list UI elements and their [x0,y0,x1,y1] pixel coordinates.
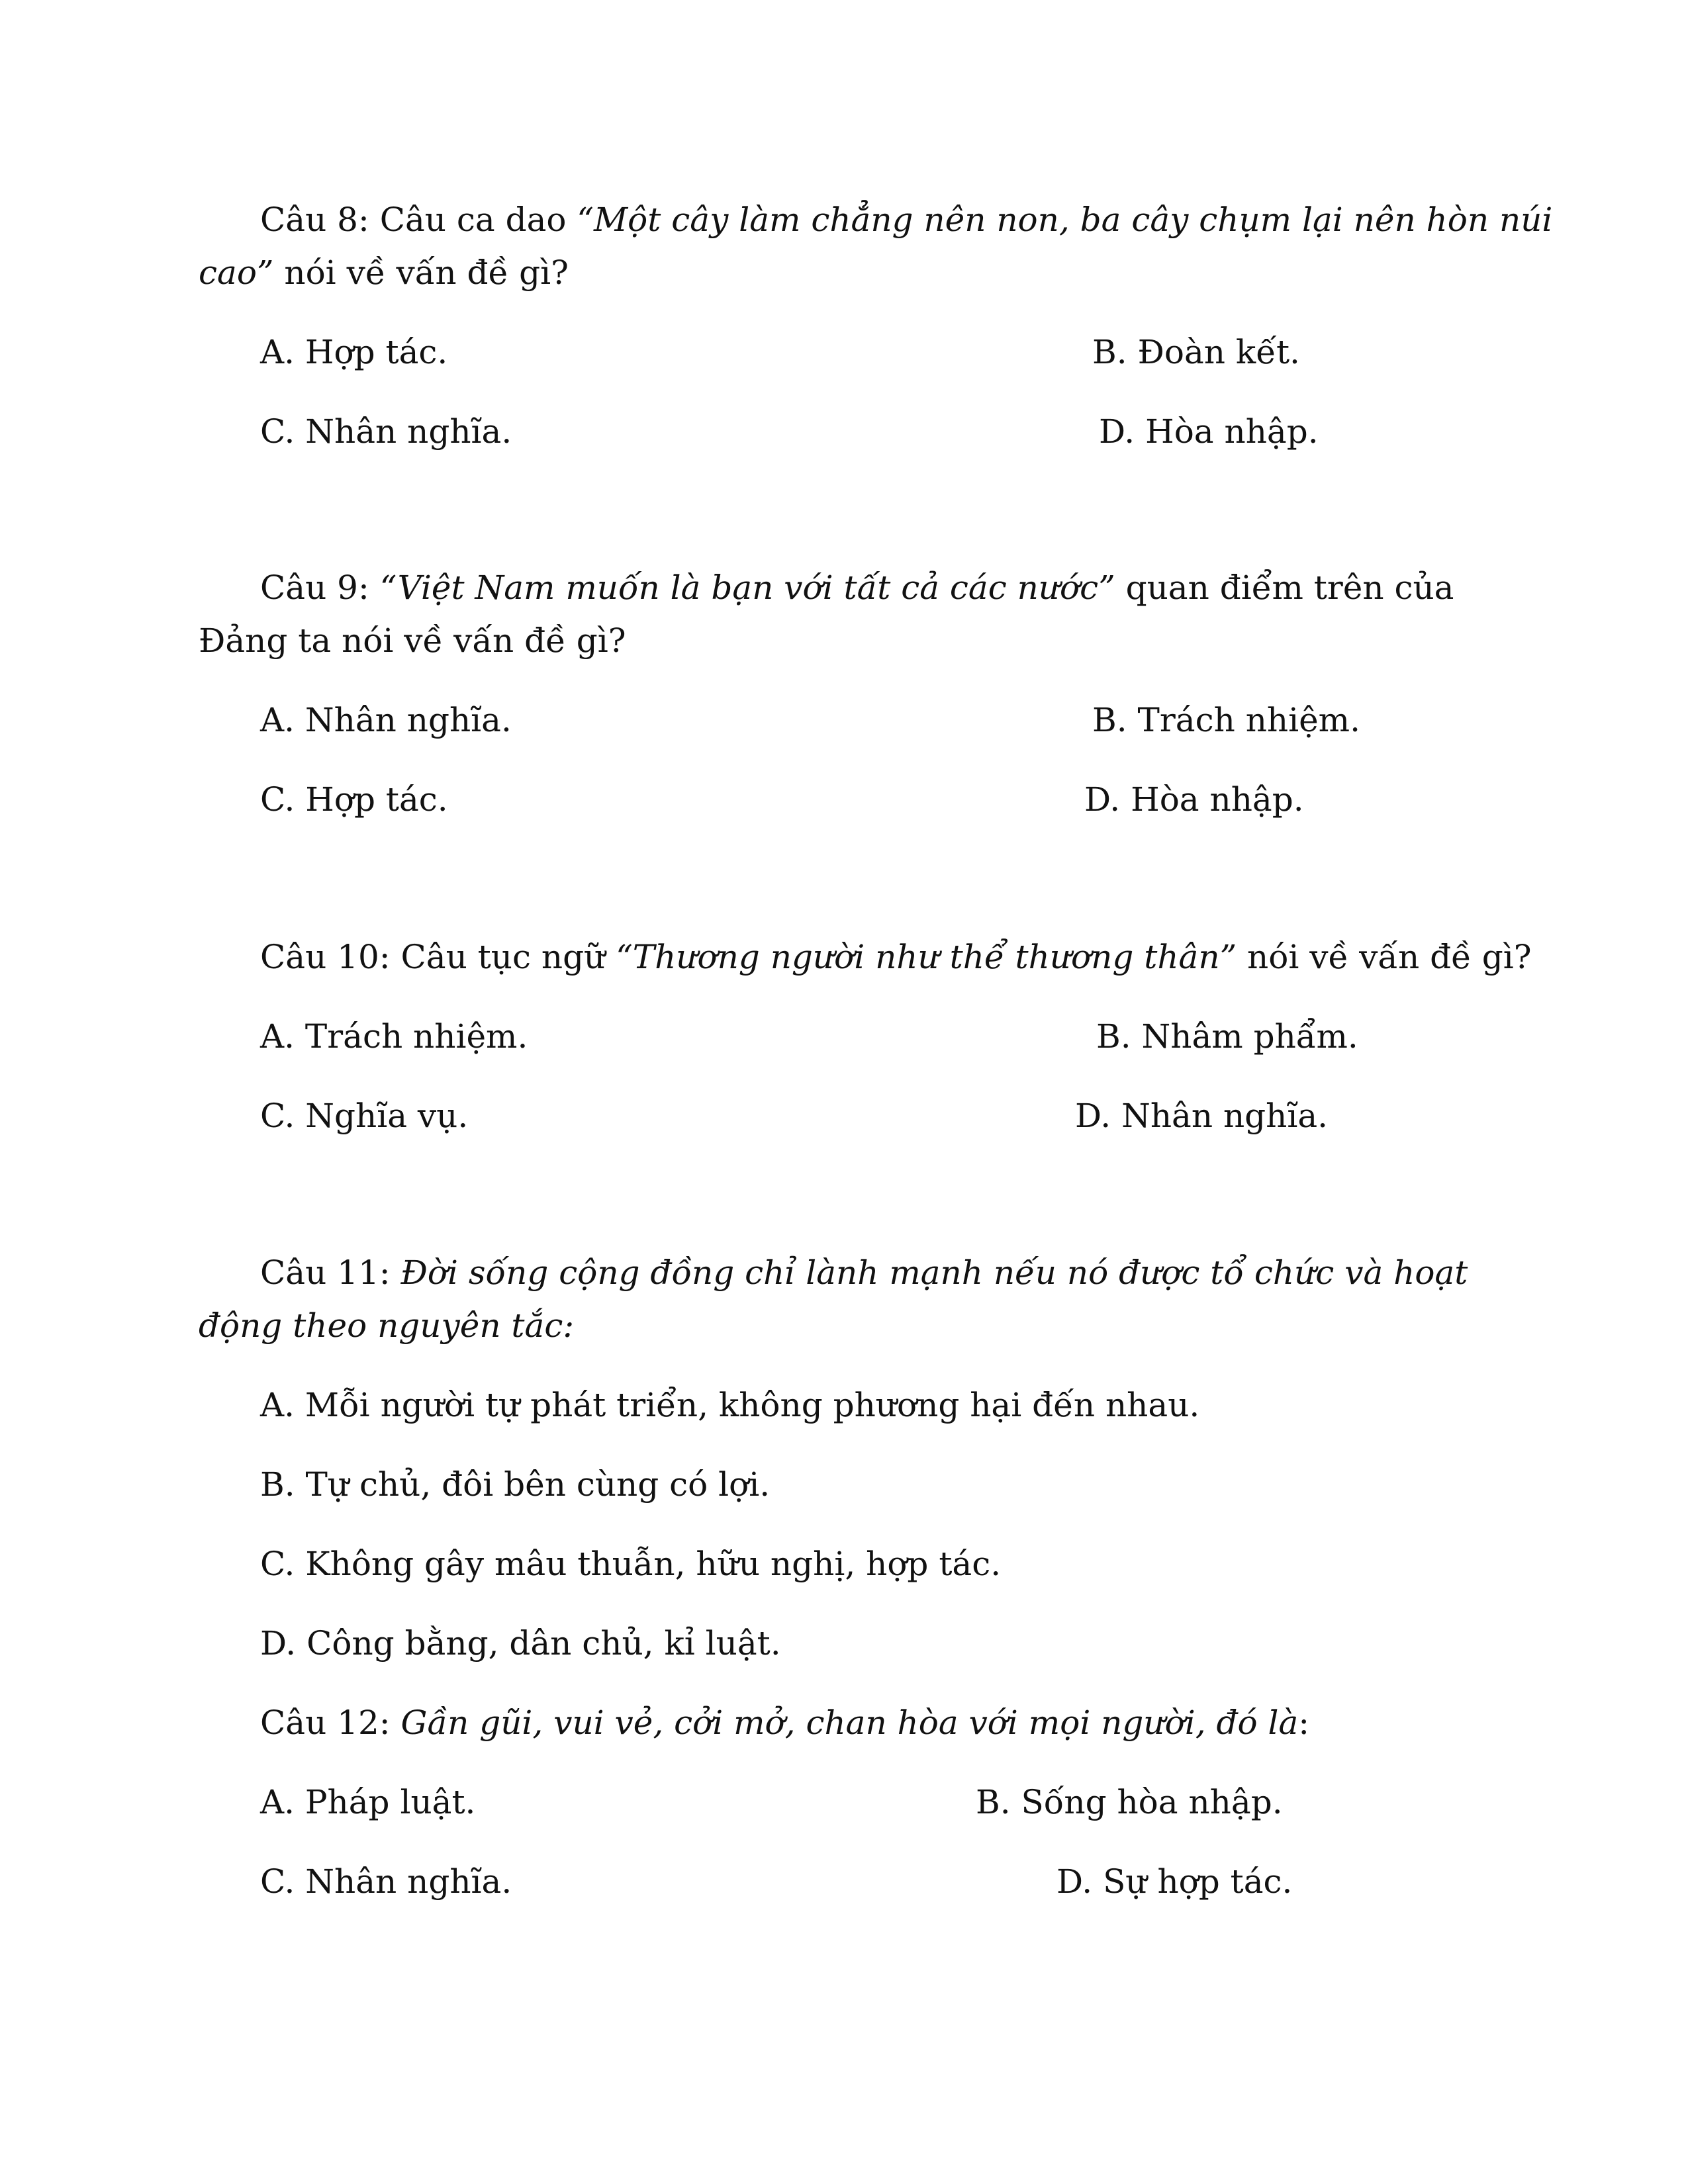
question-9-option-a[interactable]: A. Nhân nghĩa. [260,701,512,739]
question-8-quote-line-2: cao” [199,253,274,292]
question-10-option-c[interactable]: C. Nghĩa vụ. [260,1097,469,1135]
question-9-lead: Câu 9: [260,569,380,607]
question-8-lead: Câu 8: Câu ca dao [260,201,577,239]
question-11-italic-line-2: động theo nguyên tắc: [199,1306,575,1345]
question-12-tail: : [1298,1704,1310,1742]
question-8-tail: nói về vấn đề gì? [273,253,569,292]
question-8-option-c[interactable]: C. Nhân nghĩa. [260,412,512,451]
question-8-option-b[interactable]: B. Đoàn kết. [1092,333,1300,371]
question-12-stem [260,1700,1309,1746]
question-10-option-d[interactable]: D. Nhân nghĩa. [1075,1097,1329,1135]
question-10-lead: Câu 10: Câu tục ngữ [260,938,616,976]
question-11-stem-line-1 [260,1250,1468,1296]
question-11-lead: Câu 11: [260,1253,401,1292]
question-11-option-a[interactable]: A. Mỗi người tự phát triển, không phương hại đến nhau. [260,1386,1200,1424]
question-11-italic-line-1: Đời sống cộng đồng chỉ lành mạnh nếu nó được tổ chức và hoạt [400,1253,1468,1292]
question-12-option-d[interactable]: D. Sự hợp tác. [1056,1862,1293,1901]
question-8-stem-line-2 [199,250,569,296]
question-11-stem-line-2 [199,1302,574,1349]
question-8-stem-line-1 [260,197,1552,243]
question-9-stem-line-2: Đảng ta nói về vấn đề gì? [199,621,626,660]
question-12-option-a[interactable]: A. Pháp luật. [260,1783,476,1821]
question-12-italic: Gần gũi, vui vẻ, cởi mở, chan hòa với mọi người, đó là [400,1704,1299,1742]
question-11-option-b[interactable]: B. Tự chủ, đôi bên cùng có lợi. [260,1465,771,1504]
question-10-stem [260,934,1532,980]
question-9-stem-line-1 [260,565,1454,611]
question-12-option-c[interactable]: C. Nhân nghĩa. [260,1862,512,1901]
question-12-option-b[interactable]: B. Sống hòa nhập. [976,1783,1283,1821]
question-12-lead: Câu 12: [260,1704,401,1742]
question-10-option-b[interactable]: B. Nhâm phẩm. [1096,1017,1358,1056]
question-9-quote: “Việt Nam muốn là bạn với tất cả các nước” [379,569,1115,607]
question-8-option-a[interactable]: A. Hợp tác. [260,333,448,371]
question-8-quote-line-1: “Một cây làm chẳng nên non, ba cây chụm lại nên hòn núi [577,201,1553,239]
question-10-quote: “Thương người như thể thương thân” [616,938,1237,976]
question-9-tail: quan điểm trên của [1115,569,1454,607]
question-10-tail: nói về vấn đề gì? [1237,938,1532,976]
question-11-option-d[interactable]: D. Công bằng, dân chủ, kỉ luật. [260,1624,781,1662]
question-11-option-c[interactable]: C. Không gây mâu thuẫn, hữu nghị, hợp tác. [260,1545,1002,1583]
question-10-option-a[interactable]: A. Trách nhiệm. [260,1017,528,1056]
question-8-option-d[interactable]: D. Hòa nhập. [1099,412,1319,451]
question-9-option-b[interactable]: B. Trách nhiệm. [1092,701,1360,739]
question-9-option-d[interactable]: D. Hòa nhập. [1084,780,1304,819]
question-9-option-c[interactable]: C. Hợp tác. [260,780,448,819]
